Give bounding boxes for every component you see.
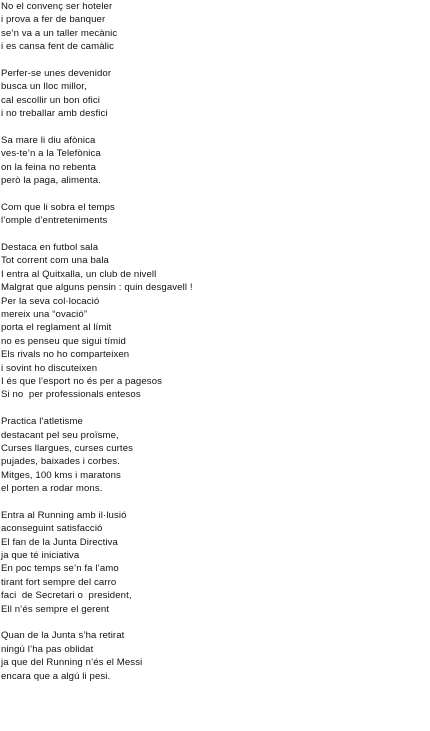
poem-line: ja que té iniciativa	[1, 550, 80, 562]
poem-line: no es penseu que sigui tímid	[1, 335, 126, 347]
stanza-7	[1, 509, 426, 616]
poem-line: Entra al Running amb il·lusió	[1, 509, 127, 521]
stanza-6	[1, 415, 426, 495]
poem-line: però la paga, alimenta.	[1, 175, 101, 187]
poem-line: Curses llargues, curses curtes	[1, 442, 134, 454]
poem-line: porta el reglament al límit	[1, 322, 112, 334]
poem-line: Sa mare li diu afònica	[1, 134, 96, 146]
poem-line: Destaca en futbol sala	[1, 242, 99, 254]
poem-line: encara que a algú li pesi.	[1, 670, 111, 682]
stanza-2	[1, 67, 426, 121]
poem-line: cal escollir un bon ofici	[1, 94, 101, 106]
poem-line: destacant pel seu proïsme,	[1, 429, 119, 441]
poem-line: ja que del Running n’és el Messi	[1, 657, 143, 669]
poem-line: tirant fort sempre del carro	[1, 576, 117, 588]
poem-line: i prova a fer de banquer	[1, 14, 106, 26]
poem-line: Per la seva col·locació	[1, 295, 100, 307]
poem-line: Els rivals no ho comparteixen	[1, 349, 130, 361]
poem-line: l’omple d’entreteniments	[1, 215, 108, 227]
poem-line: Perfer-se unes devenidor	[1, 67, 112, 79]
stanza-4	[1, 201, 426, 228]
stanza-8	[1, 629, 426, 683]
poem-line: ves-te’n a la Telefònica	[1, 148, 101, 160]
poem-line: I és que l’esport no és per a pagesos	[1, 375, 163, 387]
poem-line: faci de Secretari o president,	[1, 590, 132, 602]
poem-line: Tot corrent com una bala	[1, 255, 109, 267]
stanza-3	[1, 134, 426, 188]
poem-line: Mitges, 100 kms i maratons	[1, 469, 121, 481]
poem-line: i no treballar amb desfici	[1, 108, 108, 120]
poem-line: En poc temps se’n fa l’amo	[1, 563, 119, 575]
poem-text	[1, 0, 426, 696]
poem-line: No el convenç ser hoteler	[1, 1, 113, 12]
stanza-1	[1, 0, 426, 54]
poem-line: El fan de la Junta Directiva	[1, 536, 118, 548]
poem-line: ningú l’ha pas oblidat	[1, 643, 94, 655]
poem-line: Si no per professionals entesos	[1, 389, 141, 401]
poem-line: on la feina no rebenta	[1, 161, 97, 173]
poem-line: i es cansa fent de camàlic	[1, 41, 114, 53]
stanza-5	[1, 241, 426, 402]
poem-line: pujades, baixades i corbes.	[1, 456, 120, 468]
poem-line: busca un lloc millor,	[1, 81, 87, 93]
poem-line: Ell n’és sempre el gerent	[1, 603, 110, 615]
poem-line: i sovint ho discuteixen	[1, 362, 98, 374]
poem-line: el porten a rodar mons.	[1, 483, 103, 495]
poem-line: mereix una “ovació”	[1, 308, 88, 320]
poem-line: Malgrat que alguns pensin : quin desgavell !	[1, 282, 193, 294]
poem-line: Practica l’atletisme	[1, 416, 83, 428]
poem-line: aconseguint satisfacció	[1, 523, 103, 535]
poem-line: I entra al Quitxalla, un club de nivell	[1, 268, 157, 280]
poem-line: Com que li sobra el temps	[1, 201, 115, 213]
poem-line: Quan de la Junta s’ha retirat	[1, 630, 125, 642]
poem-line: se’n va a un taller mecànic	[1, 27, 118, 39]
